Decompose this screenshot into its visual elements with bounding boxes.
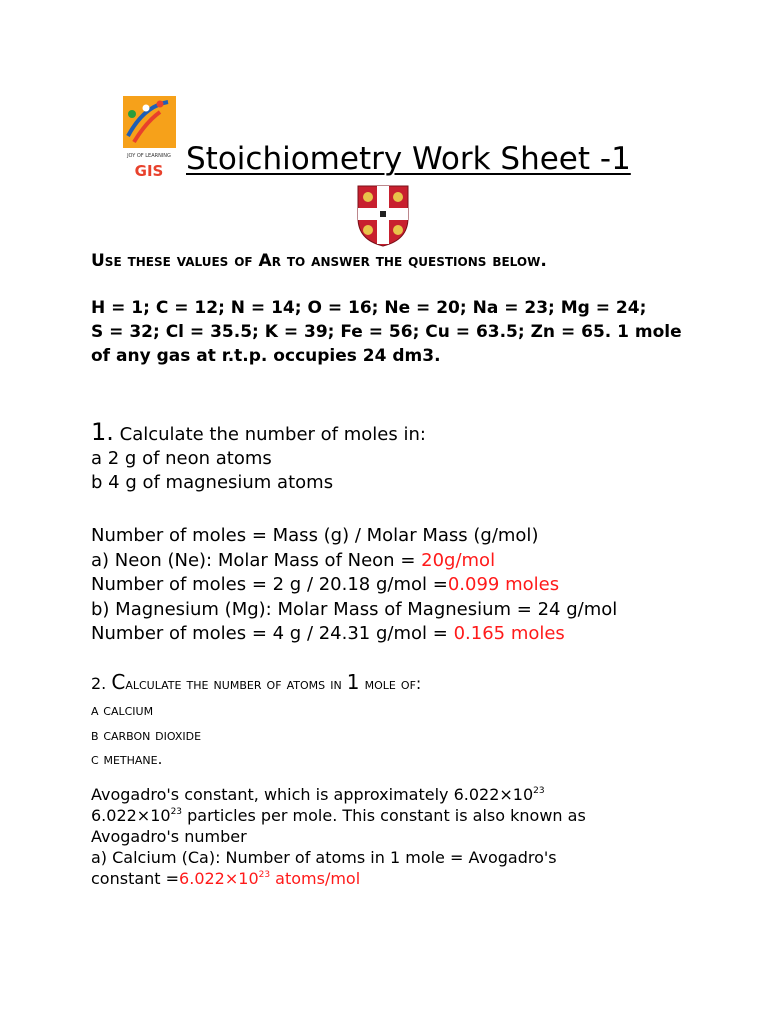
- crest-emblem: [356, 184, 410, 248]
- option-c: c methane.: [91, 750, 163, 768]
- values-line-2: S = 32; Cl = 35.5; K = 39; Fe = 56; Cu = 63.5; Zn = 65. 1 mole of any gas at r.t.p. occupies 24 dm3.: [91, 322, 682, 366]
- question-1-number: 1.: [91, 418, 114, 446]
- question-2-prompt-end: mole of:: [359, 674, 422, 693]
- exponent: 23: [258, 870, 271, 880]
- question-2-prompt: alculate the number of atoms in: [125, 674, 347, 693]
- avogadro-base: 6.022×10: [91, 806, 171, 825]
- calcium-result-unit: atoms/mol: [270, 869, 361, 888]
- atomic-values: [91, 296, 691, 368]
- svg-text:GIS: GIS: [134, 162, 164, 180]
- neon-molar-mass-label: a) Neon (Ne): Molar Mass of Neon =: [91, 549, 422, 571]
- exponent: 23: [170, 807, 183, 817]
- neon-result: 0.099 moles: [447, 574, 560, 595]
- question-1-part-a: a 2 g of neon atoms: [91, 448, 272, 469]
- calcium-answer: a) Calcium (Ca): Number of atoms in 1 mole = Avogadro's: [91, 848, 557, 867]
- svg-text:JOY OF LEARNING: JOY OF LEARNING: [127, 153, 171, 159]
- magnesium-calc: Number of moles = 4 g / 24.31 g/mol =: [91, 623, 454, 644]
- moles-formula: Number of moles = Mass (g) / Molar Mass (g/mol): [91, 525, 539, 546]
- question-1-prompt: Calculate the number of moles in:: [119, 424, 426, 445]
- avogadro-number-label: Avogadro's number: [91, 827, 247, 846]
- question-2-heading: [91, 670, 421, 696]
- constant-label: constant =: [91, 869, 180, 888]
- answer-2: [91, 784, 651, 889]
- exponent: 23: [533, 786, 545, 796]
- calcium-result-base: 6.022×10: [179, 869, 259, 888]
- question-2-options: [91, 698, 201, 772]
- answer-1: [91, 524, 731, 647]
- question-2-one: 1: [346, 670, 360, 694]
- values-line-1: H = 1; C = 12; N = 14; O = 16; Ne = 20; Na = 23; Mg = 24;: [91, 298, 647, 318]
- question-1-part-b: b 4 g of magnesium atoms: [91, 472, 334, 493]
- magnesium-molar-mass: b) Magnesium (Mg): Molar Mass of Magnesium = 24 g/mol: [91, 598, 618, 620]
- question-2-number: 2.: [91, 674, 107, 693]
- avogadro-intro: Avogadro's constant, which is approximately 6.022×10: [91, 785, 534, 804]
- instructions-heading: Use these values of Ar to answer the questions below.: [91, 251, 547, 271]
- page-title: Stoichiometry Work Sheet -1: [186, 141, 631, 177]
- school-logo: [116, 96, 182, 180]
- neon-molar-mass-value: 20g/mol: [421, 549, 496, 571]
- question-2-initial: C: [111, 670, 126, 694]
- option-b: b carbon dioxide: [91, 725, 202, 744]
- magnesium-result: 0.165 moles: [453, 623, 565, 644]
- neon-calc: Number of moles = 2 g / 20.18 g/mol =: [91, 574, 448, 595]
- question-1: [91, 420, 691, 495]
- option-a: a calcium: [91, 701, 154, 719]
- avogadro-description: particles per mole. This constant is also known as: [182, 806, 586, 825]
